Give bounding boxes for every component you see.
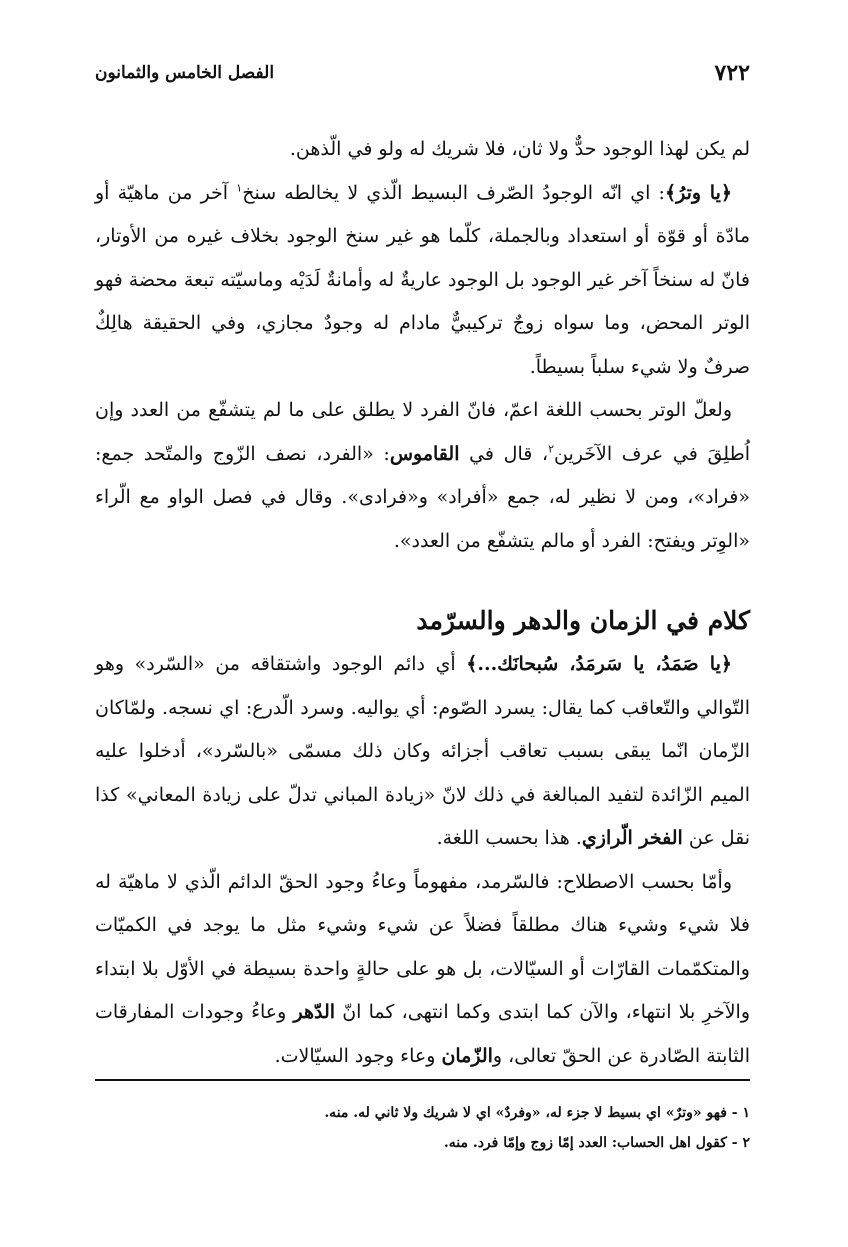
paragraph-2-text-a: : اي انّه الوجودُ الصّرف البسيط الّذي لا يخالطه سنخ (242, 181, 665, 204)
paragraph-5 (95, 861, 750, 1079)
paragraph-4 (95, 643, 750, 861)
source-qamus: القاموس (389, 442, 460, 465)
running-head (95, 58, 750, 88)
paragraph-3-text-b: ، قال في (459, 442, 549, 465)
footnote-1: ١ - فهو «وترٌ» اي بسيط لا جزء له، «وفردٌ» اي لا شريك ولا ثاني له. منه. (324, 1105, 750, 1121)
paragraph-1-text: لم يكن لهذا الوجود حدٌّ ولا ثان، فلا شريك له ولو في الّذهن. (289, 138, 750, 160)
footnote-divider (95, 1079, 750, 1081)
paragraph-5-text-b: وعاءُ وجودات المفارقات الثابتة الصّادرة عن الحقّ تعالى، و (95, 1001, 750, 1067)
footnote-2: ٢ - كقول اهل الحساب: العدد إمّا زوج وإمّا فرد. منه. (443, 1135, 750, 1151)
paragraph-4-text-b: . هذا بحسب اللغة. (436, 827, 582, 849)
paragraph-1 (95, 128, 750, 172)
body-text (95, 128, 750, 1078)
page-number: ٧٢٢ (714, 60, 750, 86)
footnote-ref-1: ١ (236, 181, 243, 195)
paragraph-3-text-c: : «الفرد، نصف الزّوج والمتّحد جمع: «فراد»، ومن لا نظير له، جمع «أفراد» و«فرادى». وقال في فصل الواو مع الّراء «الوِتر ويفتح: الفرد أو مالم يتشفّع من العدد». (95, 442, 750, 552)
chapter-title: الفصل الخامس والثمانون (95, 63, 275, 83)
paragraph-2-text-b: آخر من ماهيّة أو مادّة أو قوّة أو استعداد وبالجملة، كلّما هو غير سنخ الوجود بخلاف غيره من الأوتار، فانّ له سنخاً آخر غير الوجود بل الوجود عاريةٌ له وأمانةٌ لَدَيْه وماسيّته تبعة محضة فهو الوتر المحض، وما سواه زوجٌ تركيبيٌّ مادام له وجودٌ مجازي، وفي الحقيقة هالِكٌ صرفٌ ولا شيء سلباً بسيطاً. (95, 181, 750, 378)
paragraph-4-text-a: أي دائم الوجود واشتقاقه من «السّرد» وهو التّوالي والتّعاقب كما يقال: يسرد الصّوم: أي يواليه. وسرد الّدرع: اي نسجه. ولمّاكان الزّمان انّما يبقى بسبب تعاقب أجزائه وكان ذلك مسمّى «بالسّرد»، أدخلوا عليه الميم الزّائدة لتفيد المبالغة في ذلك لانّ «زيادة المباني تدلّ على زيادة المعاني» كذا نقل عن (95, 653, 750, 849)
name-fakhr-razi: الفخر الّرازي (581, 827, 683, 849)
quote-ya-samad: ﴿يا صَمَدُ، يا سَرمَدُ، سُبحانَك...﴾ (466, 653, 732, 675)
paragraph-3 (95, 389, 750, 563)
paragraph-3-text-a: ولعلّ الوتر بحسب اللغة اعمّ، فانّ الفرد لا يطلق على ما لم يتشفّع من العدد وإن اُطلِقَ في عرف الآخَرين (95, 399, 750, 465)
term-zaman: الزّمان (441, 1044, 493, 1067)
paragraph-2 (95, 172, 750, 390)
paragraph-5-text-c: وعاء وجود السيّالات. (274, 1044, 442, 1067)
quote-ya-watr: ﴿يا وترُ﴾ (664, 181, 733, 204)
footnote-ref-2: ٢ (548, 442, 555, 456)
paragraph-5-text-a: وأمّا بحسب الاصطلاح: فالسّرمد، مفهوماً وعاءُ وجود الحقّ الدائم الّذي لا ماهيّة له فلا شيء وشيء هناك مطلقاً فضلاً عن شيء وشيء مثل ما يوجد في الكميّات والمتكمّمات القارّات أو السيّالات، بل هو على حالةٍ واحدة بسيطة في الأوّل بلا ابتداء والآخرِ بلا انتهاء، والآن كما ابتدى وكما انتهى، كما انّ (95, 870, 751, 1023)
term-dahr: الدّهر (293, 1001, 336, 1023)
section-heading: كلام في الزمان والدهر والسرّمد (416, 606, 750, 635)
footnotes (95, 1098, 750, 1158)
